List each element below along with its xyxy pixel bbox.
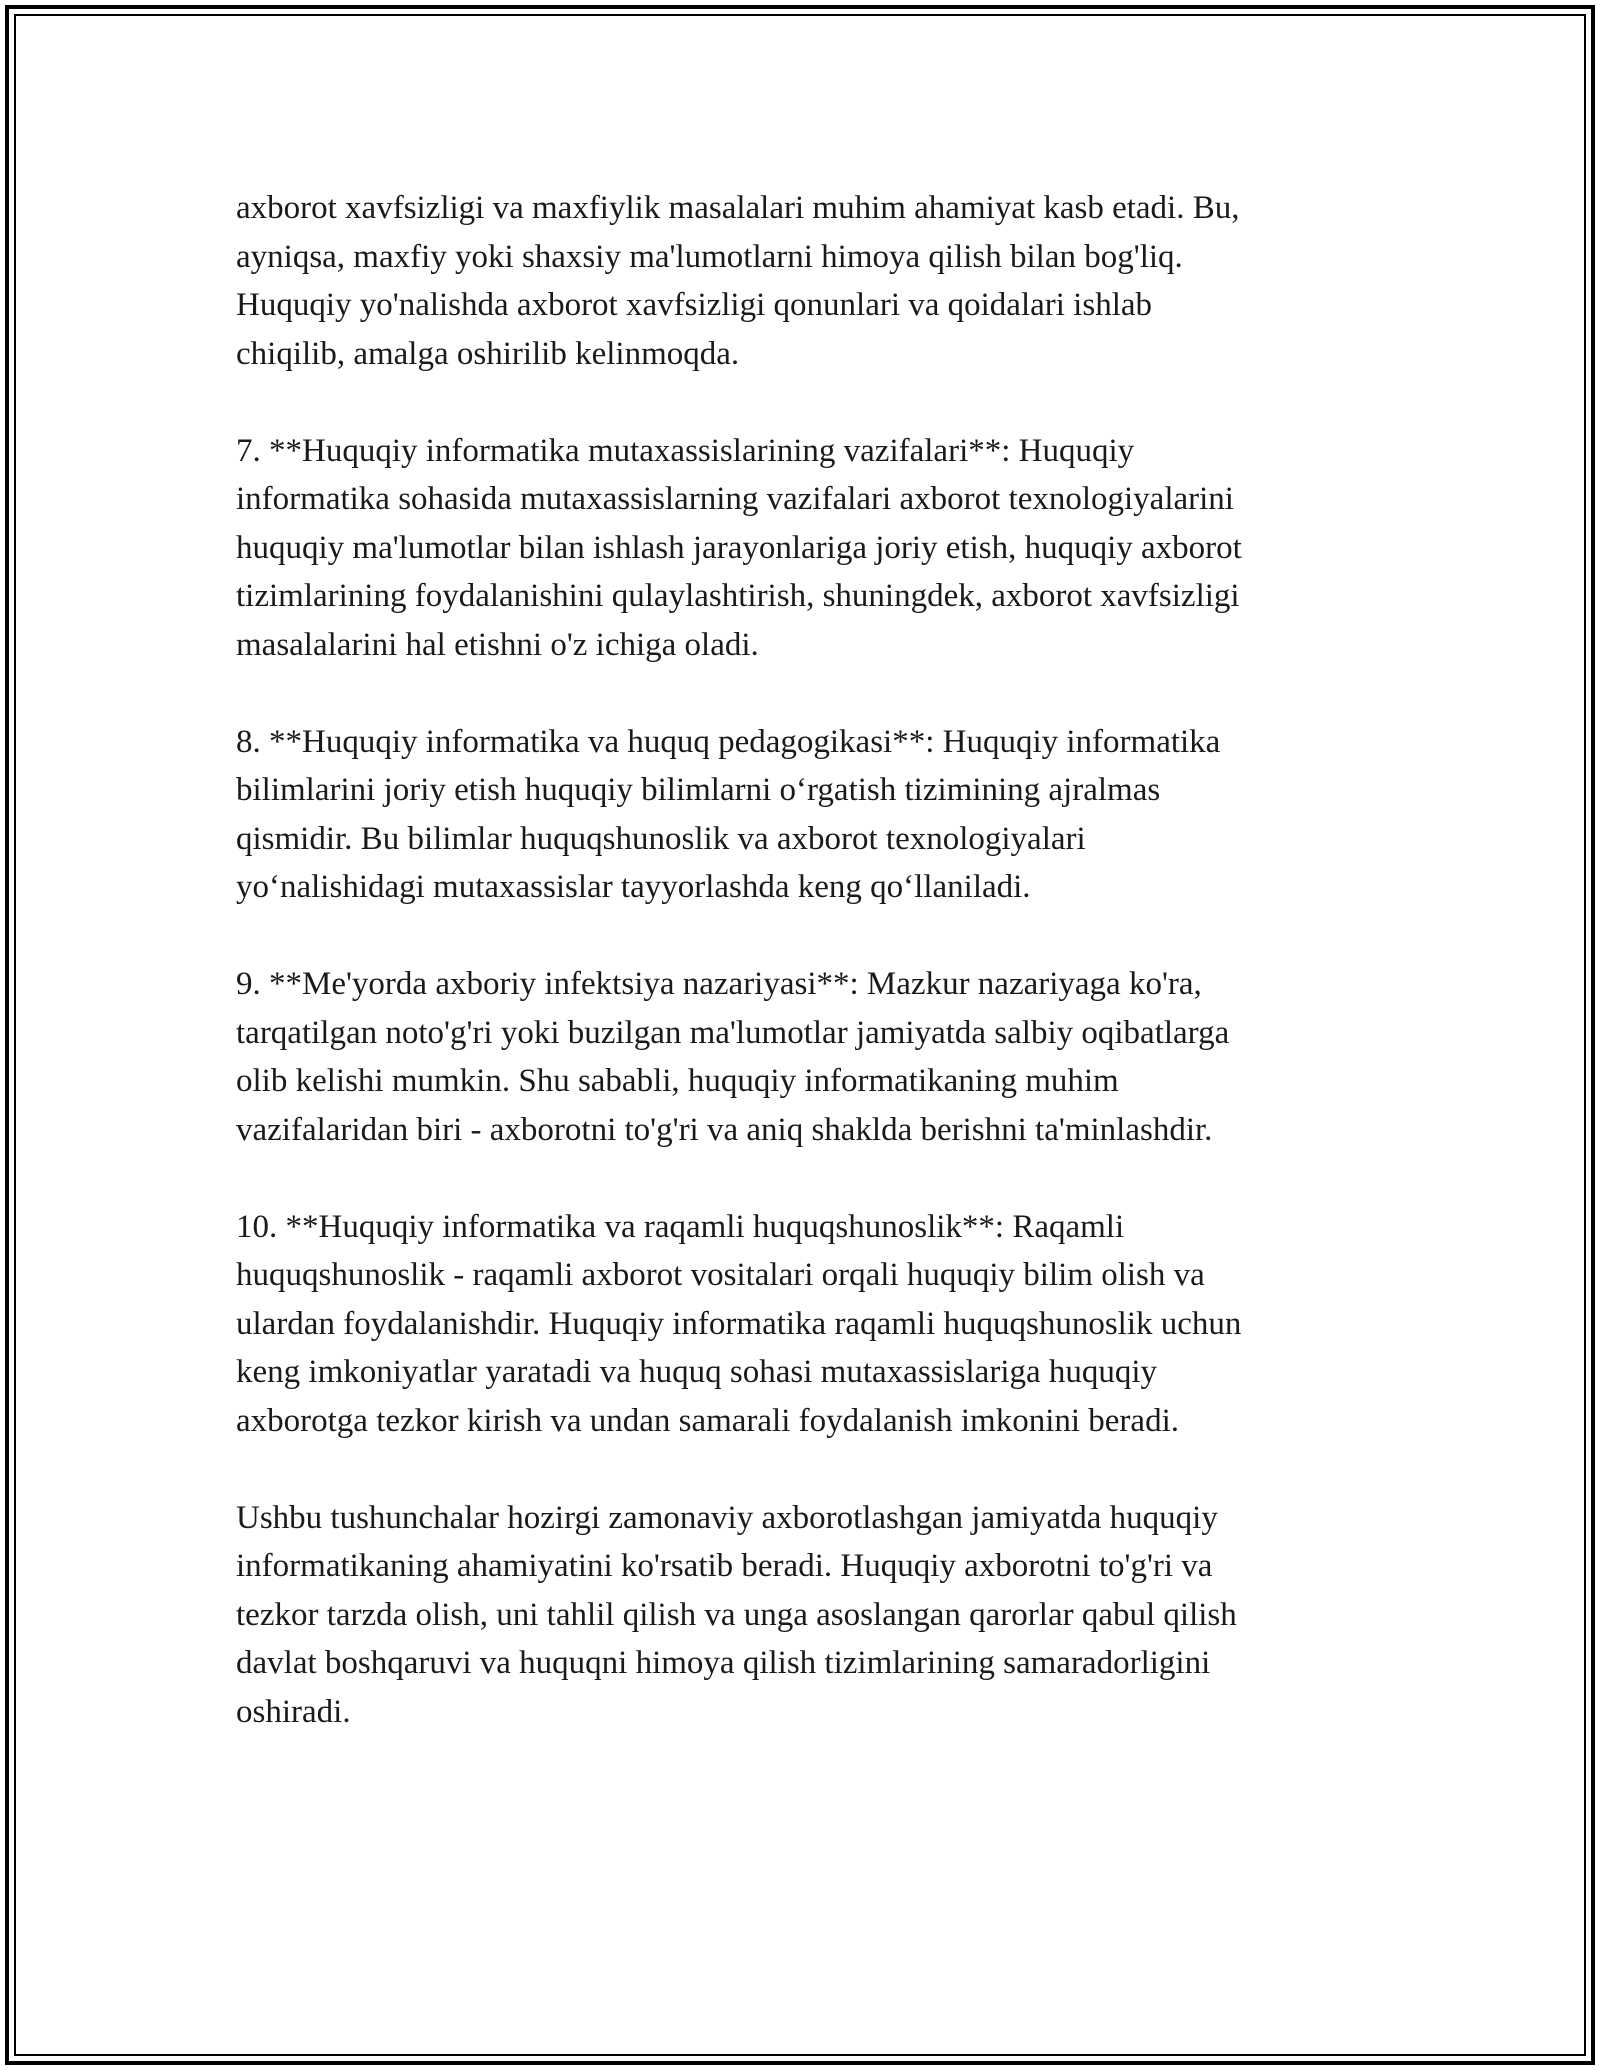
- text-line: informatika sohasida mutaxassislarning vazifalari axborot texnologiyalarini: [236, 481, 1234, 517]
- text-line: ayniqsa, maxfiy yoki shaxsiy ma'lumotlarni himoya qilish bilan bog'liq.: [236, 238, 1183, 275]
- paragraph-item-7: [236, 427, 1376, 670]
- text-line: olib kelishi mumkin. Shu sababli, huquqiy informatikaning muhim: [236, 1063, 1119, 1099]
- paragraph-conclusion: [236, 1494, 1376, 1737]
- paragraph-security-continuation: [236, 184, 1376, 378]
- text-line: 7. **Huquqiy informatika mutaxassislarining vazifalari**: Huquqiy: [236, 432, 1135, 469]
- paragraph-item-9: [236, 960, 1376, 1154]
- paragraph-item-10: [236, 1203, 1376, 1446]
- text-line: vazifalaridan biri - axborotni to'g'ri va aniq shaklda berishni ta'minlashdir.: [236, 1111, 1213, 1148]
- text-line: qismidir. Bu bilimlar huquqshunoslik va axborot texnologiyalari: [236, 820, 1086, 857]
- text-line: ulardan foydalanishdir. Huquqiy informatika raqamli huquqshunoslik uchun: [236, 1305, 1242, 1342]
- document-body: [236, 184, 1376, 1785]
- text-line: keng imkoniyatlar yaratadi va huquq sohasi mutaxassislariga huquqiy: [236, 1354, 1158, 1390]
- text-line: tizimlarining foydalanishini qulaylashtirish, shuningdek, axborot xavfsizligi: [236, 578, 1240, 614]
- text-line: bilimlarini joriy etish huquqiy bilimlarni o‘rgatish tizimining ajralmas: [236, 772, 1161, 808]
- text-line: 9. **Me'yorda axboriy infektsiya nazariyasi**: Mazkur nazariyaga ko'ra,: [236, 966, 1202, 1002]
- text-line: 10. **Huquqiy informatika va raqamli huquqshunoslik**: Raqamli: [236, 1208, 1125, 1245]
- text-line: davlat boshqaruvi va huquqni himoya qilish tizimlarining samaradorligini: [236, 1645, 1211, 1681]
- text-line: 8. **Huquqiy informatika va huquq pedagogikasi**: Huquqiy informatika: [236, 723, 1221, 760]
- text-line: huquqiy ma'lumotlar bilan ishlash jarayonlariga joriy etish, huquqiy axborot: [236, 529, 1242, 566]
- text-line: huquqshunoslik - raqamli axborot vositalari orqali huquqiy bilim olish va: [236, 1257, 1205, 1293]
- text-line: masalalarini hal etishni o'z ichiga oladi.: [236, 626, 759, 663]
- text-line: tarqatilgan noto'g'ri yoki buzilgan ma'lumotlar jamiyatda salbiy oqibatlarga: [236, 1014, 1230, 1051]
- text-line: Huquqiy yo'nalishda axborot xavfsizligi qonunlari va qoidalari ishlab: [236, 287, 1153, 323]
- text-line: axborot xavfsizligi va maxfiylik masalalari muhim ahamiyat kasb etadi. Bu,: [236, 190, 1240, 226]
- text-line: Ushbu tushunchalar hozirgi zamonaviy axborotlashgan jamiyatda huquqiy: [236, 1499, 1218, 1536]
- text-line: informatikaning ahamiyatini ko'rsatib beradi. Huquqiy axborotni to'g'ri va: [236, 1548, 1213, 1584]
- text-line: tezkor tarzda olish, uni tahlil qilish va unga asoslangan qarorlar qabul qilish: [236, 1596, 1237, 1633]
- text-line: oshiradi.: [236, 1693, 351, 1730]
- paragraph-item-8: [236, 718, 1376, 912]
- text-line: yo‘nalishidagi mutaxassislar tayyorlashda keng qo‘llaniladi.: [236, 869, 1031, 905]
- text-line: axborotga tezkor kirish va undan samarali foydalanish imkonini beradi.: [236, 1402, 1179, 1439]
- text-line: chiqilib, amalga oshirilib kelinmoqda.: [236, 335, 740, 372]
